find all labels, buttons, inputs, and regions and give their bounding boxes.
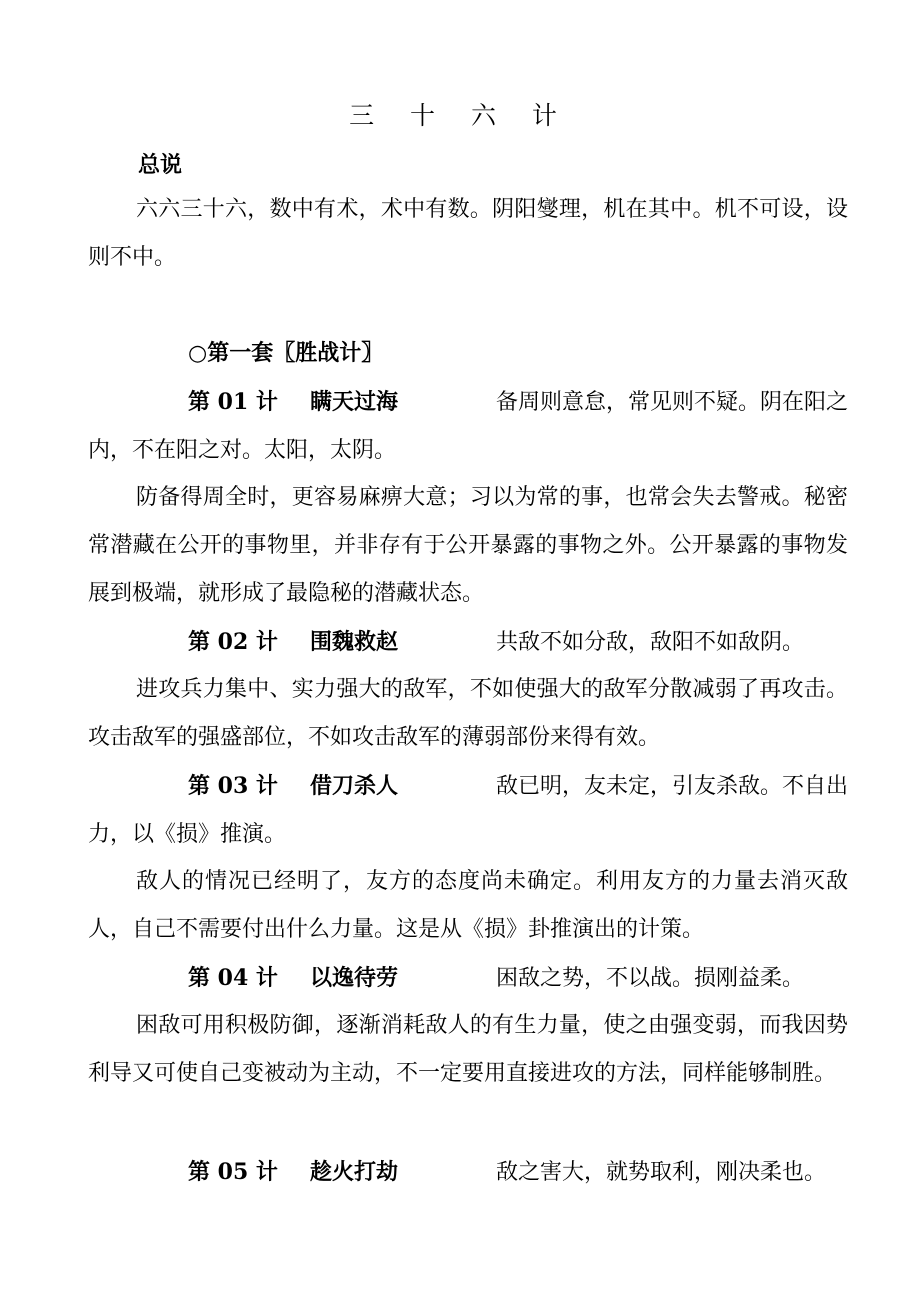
intro-paragraph: 六六三十六，数中有术，术中有数。阴阳燮理，机在其中。机不可设，设则不中。 [88, 197, 848, 270]
strategy-03 [88, 762, 848, 859]
strategy-name: 以逸待劳 [310, 965, 399, 991]
strategy-text: 敌之害大，就势取利，刚决柔也。 [496, 1160, 827, 1185]
strategy-number: 第 03 计 [188, 773, 278, 799]
strategy-05 [88, 1148, 848, 1197]
strategy-text: 备周则意怠，常见则不疑。阴在阳之内，不在阳之对。太阳，太阴。 [88, 390, 849, 463]
strategy-explanation: 防备得周全时，更容易麻痹大意；习以为常的事，也常会失去警戒。秘密常潜藏在公开的事物里，并非存有于公开暴露的事物之外。公开暴露的事物发展到极端，就形成了最隐秘的潜藏状态。 [88, 485, 848, 606]
strategy-number: 第 04 计 [188, 965, 278, 991]
strategy-explanation: 进攻兵力集中、实力强大的敌军，不如使强大的敌军分散减弱了再攻击。攻击敌军的强盛部位，不如攻击敌军的薄弱部份来得有效。 [88, 677, 848, 750]
strategy-explanation: 困敌可用积极防御，逐渐消耗敌人的有生力量，使之由强变弱，而我因势利导又可使自己变被动为主动，不一定要用直接进攻的方法，同样能够制胜。 [88, 1013, 848, 1086]
set-title: ○第一套〖胜战计〗 [188, 340, 384, 366]
strategy-text: 敌已明，友未定，引友杀敌。不自出力，以《损》推演。 [88, 774, 849, 847]
strategy-number: 第 02 计 [188, 629, 278, 655]
strategy-text: 共敌不如分敌，敌阳不如敌阴。 [496, 630, 805, 655]
section-heading: 总说 [138, 152, 183, 178]
strategy-name: 围魏救赵 [310, 629, 399, 655]
strategy-number: 第 01 计 [188, 389, 278, 415]
strategy-name: 瞒天过海 [310, 389, 399, 415]
strategy-name: 借刀杀人 [310, 773, 399, 799]
strategy-04 [88, 954, 848, 1003]
strategy-number: 第 05 计 [188, 1159, 278, 1185]
document-title: 三 十 六 计 [349, 101, 571, 130]
strategy-text: 困敌之势，不以战。损刚益柔。 [496, 966, 805, 991]
strategy-01 [88, 378, 848, 475]
strategy-name: 趁火打劫 [310, 1159, 399, 1185]
strategy-02 [88, 618, 848, 667]
strategy-explanation: 敌人的情况已经明了，友方的态度尚未确定。利用友方的力量去消灭敌人，自己不需要付出什么力量。这是从《损》卦推演出的计策。 [88, 869, 848, 942]
